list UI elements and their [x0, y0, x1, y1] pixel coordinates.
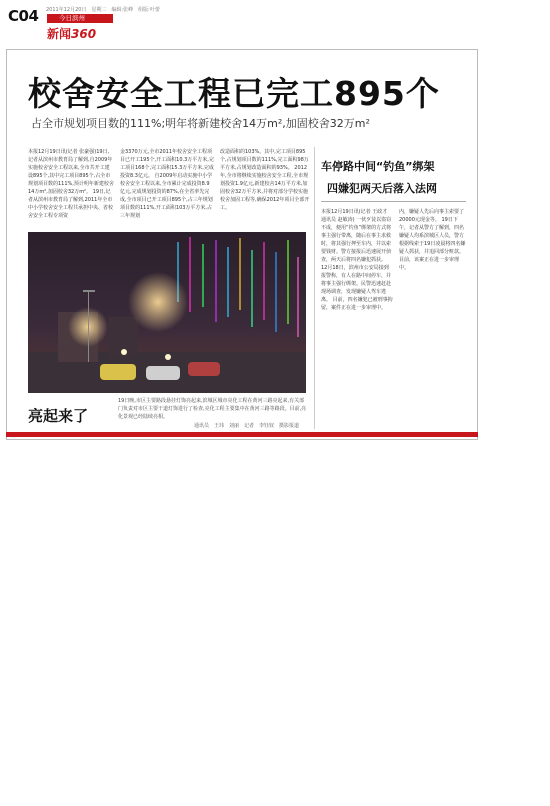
- photo-illustration: [28, 232, 306, 393]
- column-name: 新闻: [47, 27, 72, 41]
- section-tag: [47, 14, 113, 23]
- night-street-photo: [28, 232, 306, 393]
- main-headline: 校舍安全工程已完工895个: [28, 74, 440, 113]
- bottom-accent-bar: [6, 432, 478, 437]
- photo-caption-title: 亮起来了: [28, 407, 89, 425]
- side-column-a: 本报12月19日讯(记者 王政才 通讯员 赵敏涛) 一伙歹徒以盗窃不成，便用“钓鱼”绑架的方式将事主强行带离，随后在事主求救时，将其强行押至车内，并以索要钱财。警方接报后迅速展开侦查，两天后将四名嫌犯抓获。 12月18日，滨州市公安局接到报警称，有人在路中间停车，并将事主强行绑架。民警迅速赶赴现场调查，发现嫌疑人驾车逃离。 目前，四名嫌犯已被刑事拘留，案件正在进一步审理中。: [321, 209, 393, 311]
- side-article-title: 车停路中间“钓鱼”绑架: [321, 160, 435, 173]
- article-column-1: 本报12月19日讯(记者 张豪强)19日,记者从滨州市教育局了解到,自2009年实施校舍安全工程以来,全市共开工建设895个,其中完工项目895个,占全市规划项目数的111%,预计明年新建校舍14万m²,加固校舍32万m²。 19日,记者从滨州市教育局了解到,2011年全市中小学校舍安全工程共承担中央、省校舍安全工程专项资: [28, 149, 114, 219]
- page-number: C04: [8, 7, 39, 25]
- side-article-subtitle: 四嫌犯两天后落入法网: [327, 182, 437, 195]
- main-subhead: 占全市规划项目数的111%;明年将新建校舍14万m²,加固校舍32万m²: [31, 117, 370, 130]
- photo-caption: 19日晚,市区主要路段悬挂灯饰亮起来,滨城区城市亮化工程在黄河三路亮起来,有关部门负责对市区主要干道灯饰进行了检查,亮化工程主要集中在黄河三路等路段。目前,亮化景观已经陆续亮相。: [118, 398, 307, 420]
- column-title: [47, 25, 96, 42]
- article-column-3: 改造面积的103%。其中,完工项目895个,占规划项目数的111%,完工面积98万平方米,占规划改造面积的93%。 2012年,全市将继续实施校舍安全工程,全市规划投资1.9亿元,新建校舍14万平方米,加固校舍32万平方米,并将对部分学校实施校舍加固工程等,确保2012年项目全部开工。: [220, 149, 310, 211]
- page-meta: 2011年12月20日 星期二 编辑:张峰 组版:叶蕾: [46, 7, 160, 13]
- side-divider: [321, 201, 466, 202]
- section-tag-label: 今日滨州: [59, 14, 85, 22]
- article-column-2: 金3370万元,全市2011年校舍安全工程项目已开工195个,开工面积10.3万平方米,完工项目168个,完工面积15.3万平方米,完成投资8.3亿元。 自2009年启动实施中小学校舍安全工程以来,全市累计完成投资8.9亿元,完成规划投资的87%,在全省率先完成,全市项目已开工项目895个,占三年规划项目数的111%,开工面积103万平方米,占三年规划: [120, 149, 214, 219]
- column-divider: [314, 147, 315, 429]
- photo-credit: 通讯员 王玮 刘丽 记者 李钰钗 摄影报道: [194, 423, 300, 429]
- column-number: 360: [71, 27, 97, 41]
- side-column-b: 内，嫌疑人先后向事主索要了20000元现金等。 19日下午，记者从警方了解到，四名嫌疑人均系滨城区人员，警方根据线索于19日凌晨将四名嫌疑人抓获，并追回部分赃款。 目前，该案正在进一步审理中。: [399, 209, 466, 271]
